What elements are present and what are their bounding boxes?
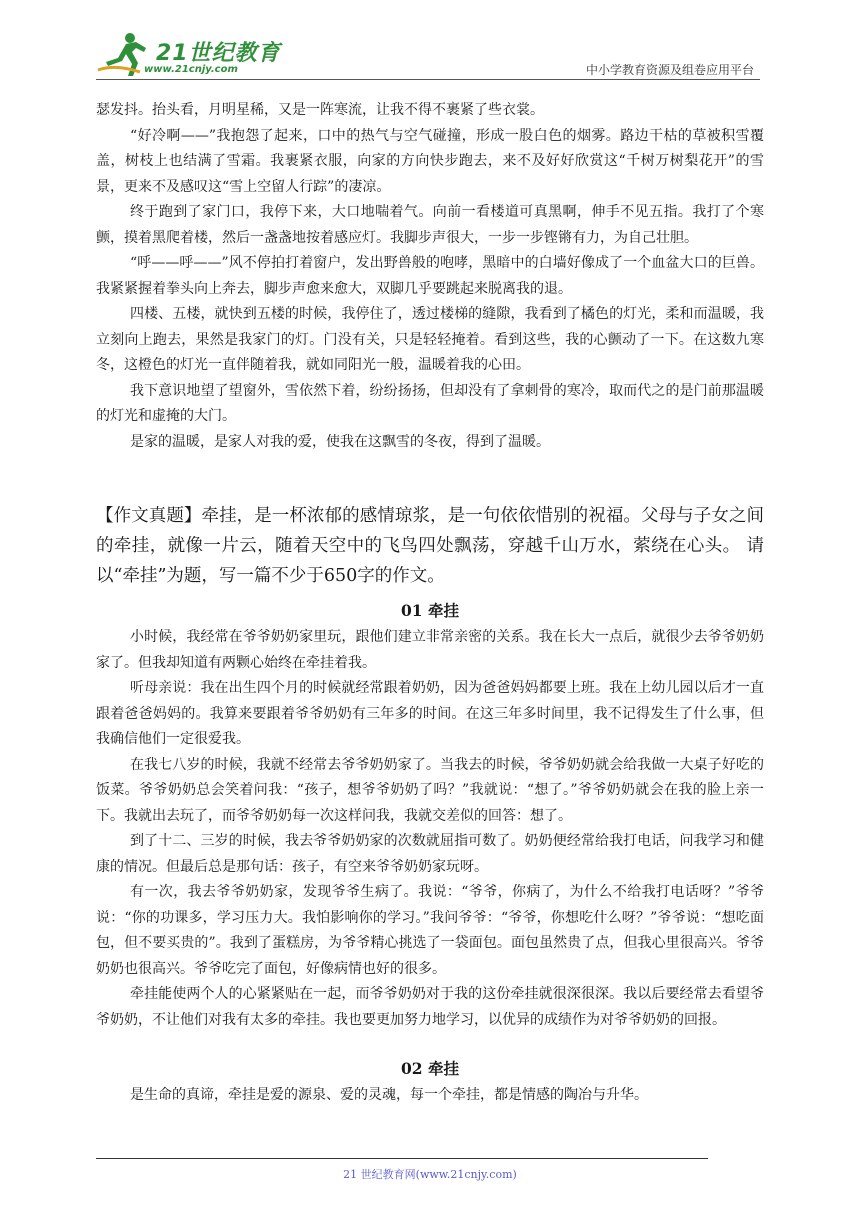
essay-1-paragraph: 我下意识地望了望窗外，雪依然下着，纷纷扬扬，但却没有了拿刺骨的寒冷，取而代之的是门前那温暖的灯光和虚掩的大门。 <box>96 382 764 424</box>
essay-2-paragraph: 小时候，我经常在爷爷奶奶家里玩，跟他们建立非常亲密的关系。我在长大一点后，就很少去爷爷奶奶家了。但我却知道有两颗心始终在牵挂着我。 <box>96 629 764 671</box>
logo-text: 21世纪教育 <box>156 41 281 66</box>
header-divider <box>96 79 760 80</box>
essay-2-paragraph: 到了十二、三岁的时候，我去爷爷奶奶家的次数就屈指可数了。奶奶便经常给我打电话，问我学习和健康的情况。但最后总是那句话：孩子，有空来爷爷奶奶家玩呀。 <box>96 833 764 875</box>
essay-1-paragraph: 瑟发抖。抬头看，月明星稀，又是一阵寒流，让我不得不裹紧了些衣裳。 <box>96 102 544 118</box>
essay-1 <box>96 98 764 455</box>
essay-2-paragraph: 听母亲说：我在出生四个月的时候就经常跟着奶奶，因为爸爸妈妈都要上班。我在上幼儿园以后才一直跟着爸爸妈妈的。我算来要跟着爷爷奶奶有三年多的时间。在这三年多时间里，我不记得发生了什么事，但我确信他们一定很爱我。 <box>96 680 764 747</box>
essay-2 <box>96 625 764 1033</box>
essay-2-paragraph: 有一次，我去爷爷奶奶家，发现爷爷生病了。我说：“爷爷，你病了，为什么不给我打电话呀？”爷爷说：“你的功课多，学习压力大。我怕影响你的学习。”我问爷爷：“爷爷，你想吃什么呀？”爷爷说：“想吃面包，但不要买贵的”。我到了蛋糕房，为爷爷精心挑选了一袋面包。面包虽然贵了点，但我心里很高兴。爷爷奶奶也很高兴。爷爷吃完了面包，好像病情也好的很多。 <box>96 884 764 977</box>
footer-divider <box>96 1158 708 1159</box>
essay-1-paragraph: 四楼、五楼，就快到五楼的时候，我停住了，透过楼梯的缝隙，我看到了橘色的灯光，柔和而温暖，我立刻向上跑去，果然是我家门的灯。门没有关，只是轻轻掩着。看到这些，我的心颤动了一下。在这数九寒冬，这橙色的灯光一直伴随着我，就如同阳光一般，温暖着我的心田。 <box>96 306 764 373</box>
page-header <box>96 30 760 78</box>
site-logo[interactable] <box>96 30 296 78</box>
essay-2-title: 01 牵挂 <box>401 601 459 620</box>
essay-prompt: 【作文真题】牵挂，是一杯浓郁的感情琼浆，是一句依依惜别的祝福。父母与子女之间的牵挂，就像一片云，随着天空中的飞鸟四处飘荡，穿越千山万水，萦绕在心头。 请以“牵挂”为题，写一篇不少于650字的作文。 <box>96 506 764 586</box>
essay-1-paragraph: 是家的温暖，是家人对我的爱，使我在这飘雪的冬夜，得到了温暖。 <box>130 433 550 450</box>
page-footer[interactable]: 21 世纪教育网(www.21cnjy.com) <box>343 1168 517 1181</box>
essay-2-paragraph: 牵挂能使两个人的心紧紧贴在一起，而爷爷奶奶对于我的这份牵挂就很深很深。我以后要经常去看望爷爷奶奶，不让他们对我有太多的牵挂。我也要更加努力地学习，以优异的成绩作为对爷爷奶奶的回报。 <box>96 986 764 1028</box>
document-body <box>96 98 764 1109</box>
essay-3-title: 02 牵挂 <box>401 1059 459 1078</box>
logo-url: www.21cnjy.com <box>144 64 238 75</box>
essay-3 <box>96 1083 764 1109</box>
platform-name: 中小学教育资源及组卷应用平台 <box>585 63 754 77</box>
essay-1-paragraph: 终于跑到了家门口，我停下来，大口地喘着气。向前一看楼道可真黑啊，伸手不见五指。我打了个寒颤，摸着黑爬着楼，然后一盏盏地按着感应灯。我脚步声很大，一步一步铿锵有力，为自己壮胆。 <box>96 204 764 246</box>
essay-3-paragraph: 是生命的真谛，牵挂是爱的源泉、爱的灵魂，每一个牵挂，都是情感的陶冶与升华。 <box>130 1087 648 1103</box>
essay-1-paragraph: “好冷啊——”我抱怨了起来，口中的热气与空气碰撞，形成一股白色的烟雾。路边干枯的草被积雪覆盖，树枝上也结满了雪霜。我裹紧衣服，向家的方向快步跑去，来不及好好欣赏这“千树万树梨花开”的雪景，更来不及感叹这“雪上空留人行踪”的凄凉。 <box>96 127 764 195</box>
essay-2-paragraph: 在我七八岁的时候，我就不经常去爷爷奶奶家了。当我去的时候，爷爷奶奶就会给我做一大桌子好吃的饭菜。爷爷奶奶总会笑着问我：“孩子，想爷爷奶奶了吗？”我就说：“想了。”爷爷奶奶就会在我的脸上亲一下。我就出去玩了，而爷爷奶奶每一次这样问我，我就交差似的回答：想了。 <box>96 756 764 824</box>
essay-1-paragraph: “呼——呼——”风不停拍打着窗户，发出野兽般的咆哮，黑暗中的白墙好像成了一个血盆大口的巨兽。我紧紧握着拳头向上奔去，脚步声愈来愈大，双脚几乎要跳起来脱离我的退。 <box>96 255 764 297</box>
